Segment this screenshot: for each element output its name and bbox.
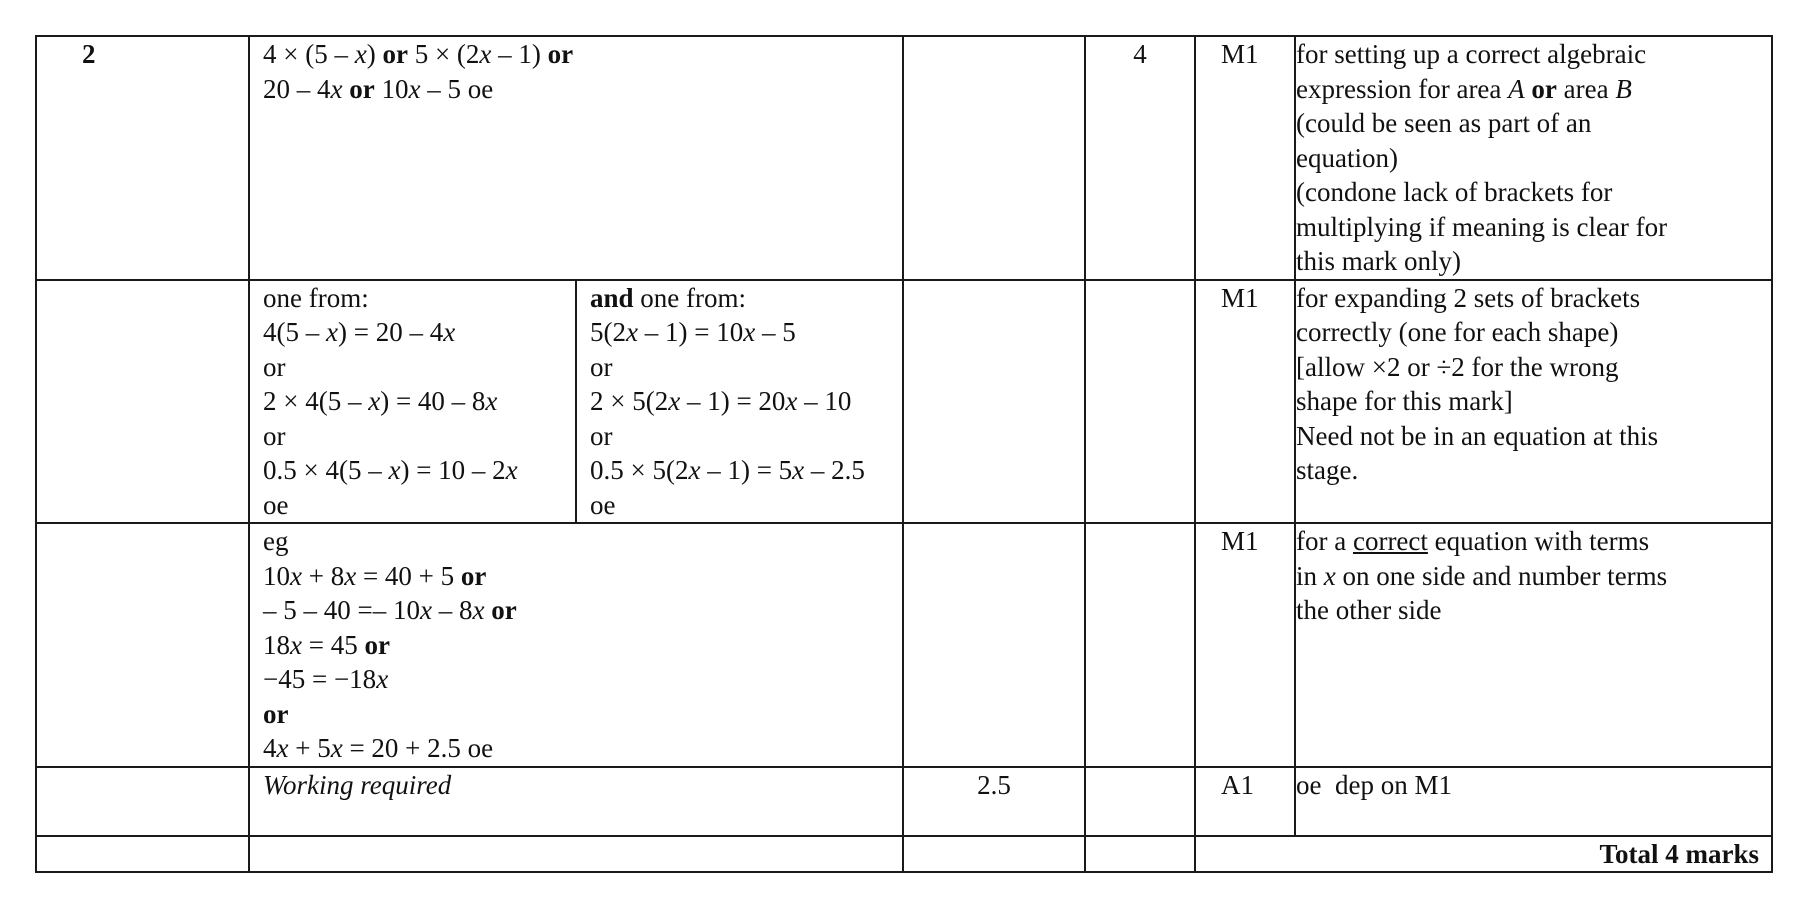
guidance-line: this mark only) <box>1296 246 1461 276</box>
total-marks: Total 4 marks <box>1195 836 1772 873</box>
answer-cell <box>903 36 1085 280</box>
working-line: 4x + 5x = 20 + 2.5 oe <box>263 733 494 763</box>
working-line: 4(5 – x) = 20 – 4x <box>263 317 456 347</box>
guidance-line: [allow ×2 or ÷2 for the wrong <box>1296 351 1619 382</box>
working-cell-left <box>249 280 576 524</box>
guidance-line: in x on one side and number terms <box>1296 560 1668 591</box>
table-row <box>36 523 1772 767</box>
working-line: 0.5 × 5(2x – 1) = 5x – 2.5 <box>590 455 865 485</box>
working-cell <box>249 523 903 767</box>
question-number-empty <box>36 523 249 767</box>
working-line: 10x + 8x = 40 + 5 or <box>263 560 487 591</box>
working-line: – 5 – 40 =– 10x – 8x or <box>263 595 517 625</box>
marks-cell <box>1085 280 1195 524</box>
guidance-line: for setting up a correct algebraic <box>1296 39 1647 69</box>
working-line: or <box>590 351 613 382</box>
guidance-cell <box>1295 36 1772 280</box>
mark-code: M1 <box>1195 280 1295 524</box>
answer-cell: 2.5 <box>903 767 1085 836</box>
marks-cell <box>1085 767 1195 836</box>
guidance-line: (could be seen as part of an <box>1296 108 1592 138</box>
marks-cell: 4 <box>1085 36 1195 280</box>
working-cell <box>249 36 903 280</box>
working-line: eg <box>263 526 289 556</box>
working-line: 5(2x – 1) = 10x – 5 <box>590 317 796 347</box>
mark-scheme-table <box>35 35 1773 873</box>
working-line: 2 × 5(2x – 1) = 20x – 10 <box>590 386 852 416</box>
guidance-line: stage. <box>1296 455 1359 485</box>
guidance-line: equation) <box>1296 142 1398 173</box>
guidance-line: oe dep on M1 <box>1296 769 1452 800</box>
working-line: 20 – 4x or 10x – 5 oe <box>263 73 494 104</box>
guidance-line: shape for this mark] <box>1296 386 1513 416</box>
working-line: 2 × 4(5 – x) = 40 – 8x <box>263 386 498 416</box>
guidance-line: multiplying if meaning is clear for <box>1296 211 1668 242</box>
mark-code: A1 <box>1195 767 1295 836</box>
working-line: 18x = 45 or <box>263 629 390 660</box>
marks-cell <box>1085 523 1195 767</box>
working-line: oe <box>590 489 616 520</box>
table-row <box>36 767 1772 836</box>
working-line: Working required <box>263 769 452 800</box>
guidance-line: (condone lack of brackets for <box>1296 177 1613 207</box>
guidance-line: expression for area A or area B <box>1296 73 1632 104</box>
empty-cell <box>1085 836 1195 873</box>
working-line: or <box>263 351 286 382</box>
table-row <box>36 36 1772 280</box>
working-line: one from: <box>263 282 369 313</box>
working-line: −45 = −18x <box>263 664 389 694</box>
question-number-empty <box>36 280 249 524</box>
guidance-line: the other side <box>1296 595 1442 625</box>
mark-code: M1 <box>1195 523 1295 767</box>
working-line: and one from: <box>590 282 747 313</box>
guidance-cell <box>1295 523 1772 767</box>
working-line: or <box>590 420 613 451</box>
empty-cell <box>249 836 903 873</box>
empty-cell <box>36 836 249 873</box>
working-line: 0.5 × 4(5 – x) = 10 – 2x <box>263 455 518 485</box>
working-cell <box>249 767 903 836</box>
question-number: 2 <box>36 36 249 280</box>
working-line: 4 × (5 – x) or 5 × (2x – 1) or <box>263 39 574 69</box>
empty-cell <box>903 836 1085 873</box>
guidance-cell <box>1295 280 1772 524</box>
guidance-line: Need not be in an equation at this <box>1296 420 1659 451</box>
guidance-line: correctly (one for each shape) <box>1296 317 1619 347</box>
working-line: oe <box>263 489 289 520</box>
guidance-line: for a correct equation with terms <box>1296 526 1650 556</box>
guidance-line: for expanding 2 sets of brackets <box>1296 282 1641 313</box>
guidance-cell <box>1295 767 1772 836</box>
working-cell-right <box>576 280 903 524</box>
table-row <box>36 280 1772 524</box>
question-number-empty <box>36 767 249 836</box>
answer-cell <box>903 523 1085 767</box>
working-line: or <box>263 698 289 729</box>
answer-cell <box>903 280 1085 524</box>
mark-code: M1 <box>1195 36 1295 280</box>
working-line: or <box>263 420 286 451</box>
total-row <box>36 836 1772 873</box>
